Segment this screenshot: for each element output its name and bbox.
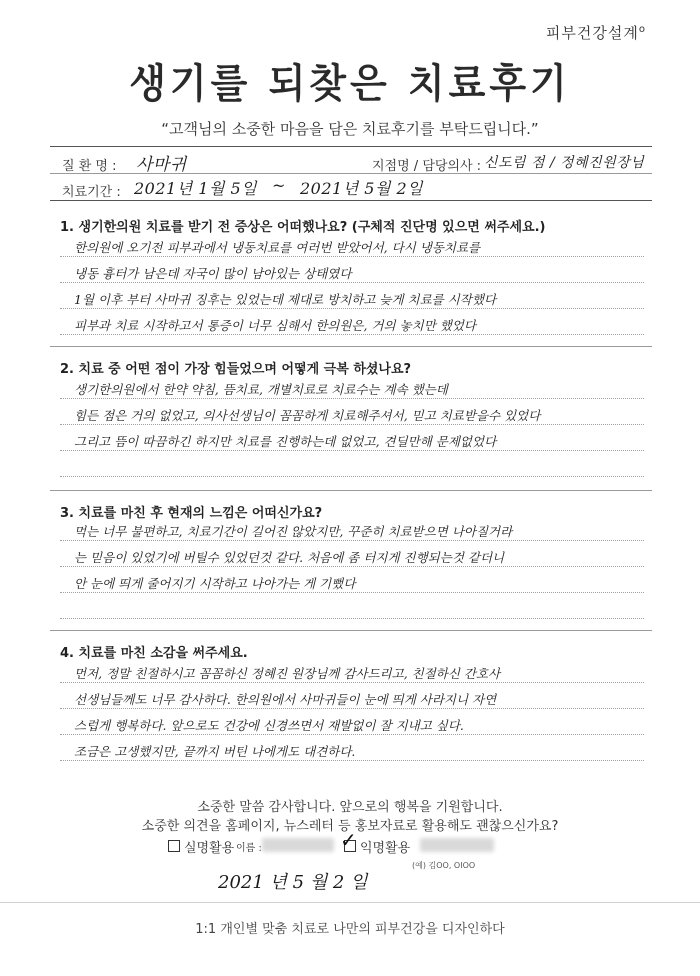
ruled-line [60, 256, 644, 257]
signed-date: 2021 년 5 월 2 일 [218, 872, 368, 893]
answer-4-line: 스럽게 행복하다. 앞으로도 건강에 신경쓰면서 재발없이 잘 지내고 싶다. [74, 718, 464, 733]
redacted-anon-name [420, 838, 494, 852]
ruled-line [60, 308, 644, 309]
header-rule-mid [50, 173, 652, 174]
answer-2-line: 그리고 뜸이 따끔하긴 하지만 치료를 진행하는데 없었고, 견딜만해 문제없었다 [74, 434, 497, 449]
period-start: 2021년 1월 5일 [134, 179, 258, 198]
question-4-title: 4. 치료를 마친 소감을 써주세요. [60, 646, 248, 661]
real-name-checkbox[interactable] [168, 840, 180, 852]
real-name-label: 실명활용 [184, 841, 235, 856]
name-example: (예) 김OO, OIOO [412, 861, 476, 870]
question-2-title: 2. 치료 중 어떤 점이 가장 힘들었으며 어떻게 극복 하셨나요? [60, 362, 412, 377]
brand-name: 피부건강설계 [545, 24, 639, 42]
ruled-line [60, 618, 644, 619]
disease-value: 사마귀 [136, 155, 187, 175]
brand-mark-icon: o [638, 24, 646, 35]
ruled-line [60, 592, 644, 593]
ruled-line [60, 476, 644, 477]
closing-consent-question: 소중한 의견을 홈페이지, 뉴스레터 등 홍보자료로 활용해도 괜찮으신가요? [141, 819, 559, 834]
anonymous-label: 익명활용 [360, 841, 411, 856]
footer-divider [0, 902, 700, 903]
ruled-line [60, 398, 644, 399]
branch-label: 지점명 / 담당의사 : [372, 159, 482, 174]
ruled-line [60, 734, 644, 735]
ruled-line [60, 282, 644, 283]
answer-1-line: 냉동 흉터가 남은데 자국이 많이 남아있는 상태였다 [74, 266, 352, 281]
page-subtitle: “고객님의 소중한 마음을 담은 치료후기를 부탁드립니다.” [161, 120, 539, 138]
section-divider [50, 346, 652, 347]
answer-4-line: 선생님들께도 너무 감사하다. 한의원에서 사마귀들이 눈에 띄게 사라지니 자연 [74, 692, 497, 707]
ruled-line [60, 682, 644, 683]
header-rule-bottom [50, 200, 652, 201]
disease-label: 질 환 명 : [62, 159, 117, 174]
answer-4-line: 조금은 고생했지만, 끝까지 버틴 나에게도 대견하다. [74, 744, 356, 759]
period-end: 2021년 5월 2일 [300, 179, 424, 198]
ruled-line [60, 540, 644, 541]
header-rule-top [50, 146, 652, 147]
period-separator: ~ [272, 176, 286, 195]
redacted-name [262, 838, 334, 852]
page-title: 생기를 되찾은 치료후기 [129, 60, 571, 107]
answer-3-line: 먹는 너무 불편하고, 치료기간이 길어진 않았지만, 꾸준히 치료받으면 나아질거라 [74, 524, 513, 539]
ruled-line [60, 424, 644, 425]
period-label: 치료기간 : [62, 185, 121, 200]
answer-1-line: 1월 이후 부터 사마귀 징후는 있었는데 제대로 방치하고 늦게 치료를 시작했다 [74, 292, 497, 307]
question-3-title: 3. 치료를 마친 후 현재의 느낌은 어떠신가요? [60, 506, 323, 521]
brand-logo [546, 22, 646, 43]
name-label: 이름 : [236, 843, 262, 854]
answer-3-line: 안 눈에 띄게 줄어지기 시작하고 나아가는 게 기뻤다 [74, 576, 356, 591]
ruled-line [60, 760, 644, 761]
footer-slogan: 1:1 개인별 맞춤 치료로 나만의 피부건강을 디자인하다 [195, 922, 505, 937]
answer-3-line: 는 믿음이 있었기에 버틸수 있었던것 같다. 처음에 좀 터지게 진행되는것 같더니 [74, 550, 505, 565]
branch-value: 신도림 점 / 정혜진원장님 [484, 155, 645, 171]
ruled-line [60, 708, 644, 709]
section-divider [50, 630, 652, 631]
answer-1-line: 피부과 치료 시작하고서 통증이 너무 심해서 한의원은, 거의 놓치만 했었다 [74, 318, 476, 333]
closing-thanks: 소중한 말씀 감사합니다. 앞으로의 행복을 기원합니다. [197, 800, 503, 815]
question-1-title: 1. 생기한의원 치료를 받기 전 증상은 어떠했나요? (구체적 진단명 있으면 써주세요.) [60, 220, 546, 235]
answer-2-line: 힘든 점은 거의 없었고, 의사선생님이 꼼꼼하게 치료해주셔서, 믿고 치료받을수 있었다 [74, 408, 541, 423]
answer-2-line: 생기한의원에서 한약 약침, 뜸치료, 개별치료로 치료수는 계속 했는데 [74, 382, 448, 397]
ruled-line [60, 450, 644, 451]
answer-1-line: 한의원에 오기전 피부과에서 냉동치료를 여러번 받았어서, 다시 냉동치료를 [74, 240, 481, 255]
section-divider [50, 490, 652, 491]
ruled-line [60, 566, 644, 567]
answer-4-line: 먼저, 정말 친절하시고 꼼꼼하신 정혜진 원장님께 감사드리고, 친절하신 간호사 [74, 666, 501, 681]
check-mark-icon: ✓ [340, 828, 357, 852]
ruled-line [60, 334, 644, 335]
